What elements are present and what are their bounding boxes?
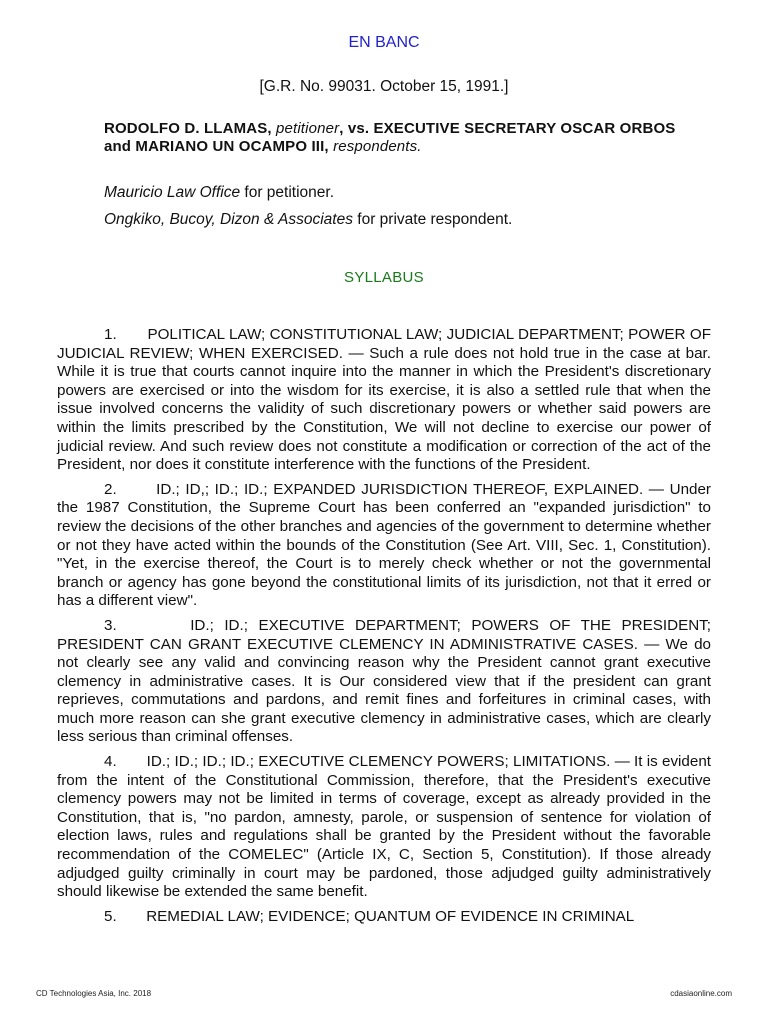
case-number: [G.R. No. 99031. October 15, 1991.] <box>259 78 509 95</box>
footer-publisher: CD Technologies Asia, Inc. 2018 <box>36 989 152 998</box>
syllabus-paragraph: 4. ID.; ID.; ID.; ID.; EXECUTIVE CLEMENCY POWERS; LIMITATIONS. — It is evident from the intent of the Constitutional Commission, therefore, that the President's executive clemency powers may not be limited in terms of coverage, except as already provided in the Constitution, that is, "no pardon, amnesty, parole, or suspension of sentence for violation of election laws, rules and regulations shall be granted by the President without the favorable recommendation of the COMELEC" (Article IX, C, Section 5, Constitution). If those already adjudged guilty criminally in court may be pardoned, those adjudged guilty administratively should likewise be extended the same benefit. <box>57 753 711 901</box>
petitioner-name: RODOLFO D. LLAMAS, <box>104 120 277 137</box>
counsel-role: for petitioner. <box>240 184 335 201</box>
syllabus-paragraph: 5. REMEDIAL LAW; EVIDENCE; QUANTUM OF EVIDENCE IN CRIMINAL <box>104 907 635 925</box>
parties-end: . <box>417 138 422 155</box>
versus: , vs. <box>339 120 374 137</box>
syllabus-paragraph: 2. ID.; ID,; ID.; ID.; EXPANDED JURISDICTION THEREOF, EXPLAINED. — Under the 1987 Constitution, the Supreme Court has been conferred an "expanded jurisdiction" to review the decisions of the other branches and agencies of the government to determine whether or not they have acted within the bounds of the Constitution (See Art. VIII, Sec. 1, Constitution). "Yet, in the exercise thereof, the Court is to merely check whether or not the governmental branch or agency has gone beyond the constitutional limits of its jurisdiction, not that it erred or has a different view". <box>57 480 711 610</box>
syllabus-body <box>57 326 711 932</box>
section-title: SYLLABUS <box>344 269 424 286</box>
respondent-counsel <box>104 211 512 229</box>
petitioner-role: petitioner <box>276 120 340 137</box>
counsel-firm: Ongkiko, Bucoy, Dizon & Associates <box>104 211 353 228</box>
syllabus-paragraph: 1. POLITICAL LAW; CONSTITUTIONAL LAW; JUDICIAL DEPARTMENT; POWER OF JUDICIAL REVIEW; WHEN EXERCISED. — Such a rule does not hold true in the case at bar. While it is true that courts cannot inquire into the manner in which the President's discretionary powers are exercised or into the wisdom for its exercise, it is also a settled rule that when the issue involved concerns the validity of such discretionary powers or whether said powers are within the limits prescribed by the Constitution, We will not decline to exercise our power of judicial review. And such review does not constitute a modification or correction of the act of the President, nor does it constitute interference with the functions of the President. <box>57 326 711 474</box>
respondent-separator: , <box>324 138 334 155</box>
case-parties <box>104 120 684 156</box>
counsel-role: for private respondent. <box>352 211 513 228</box>
respondent-role: respondents <box>333 138 418 155</box>
counsel-firm: Mauricio Law Office <box>104 184 241 201</box>
footer-website: cdasiaonline.com <box>670 989 732 998</box>
syllabus-paragraph: 3. ID.; ID.; EXECUTIVE DEPARTMENT; POWERS OF THE PRESIDENT; PRESIDENT CAN GRANT EXECUTIVE CLEMENCY IN ADMINISTRATIVE CASES. — We do not clearly see any valid and convincing reason why the President cannot grant executive clemency in administrative cases. It is Our considered view that if the president can grant reprieves, commutations and pardons, and remit fines and forfeitures in criminal cases, with much more reason can she grant executive clemency in administrative cases, which are clearly less serious than criminal offenses. <box>57 616 711 746</box>
respondent-names: EXECUTIVE SECRETARY OSCAR ORBOS and MARIANO UN OCAMPO III <box>104 120 676 155</box>
court-division: EN BANC <box>348 34 420 51</box>
petitioner-counsel <box>104 184 334 202</box>
